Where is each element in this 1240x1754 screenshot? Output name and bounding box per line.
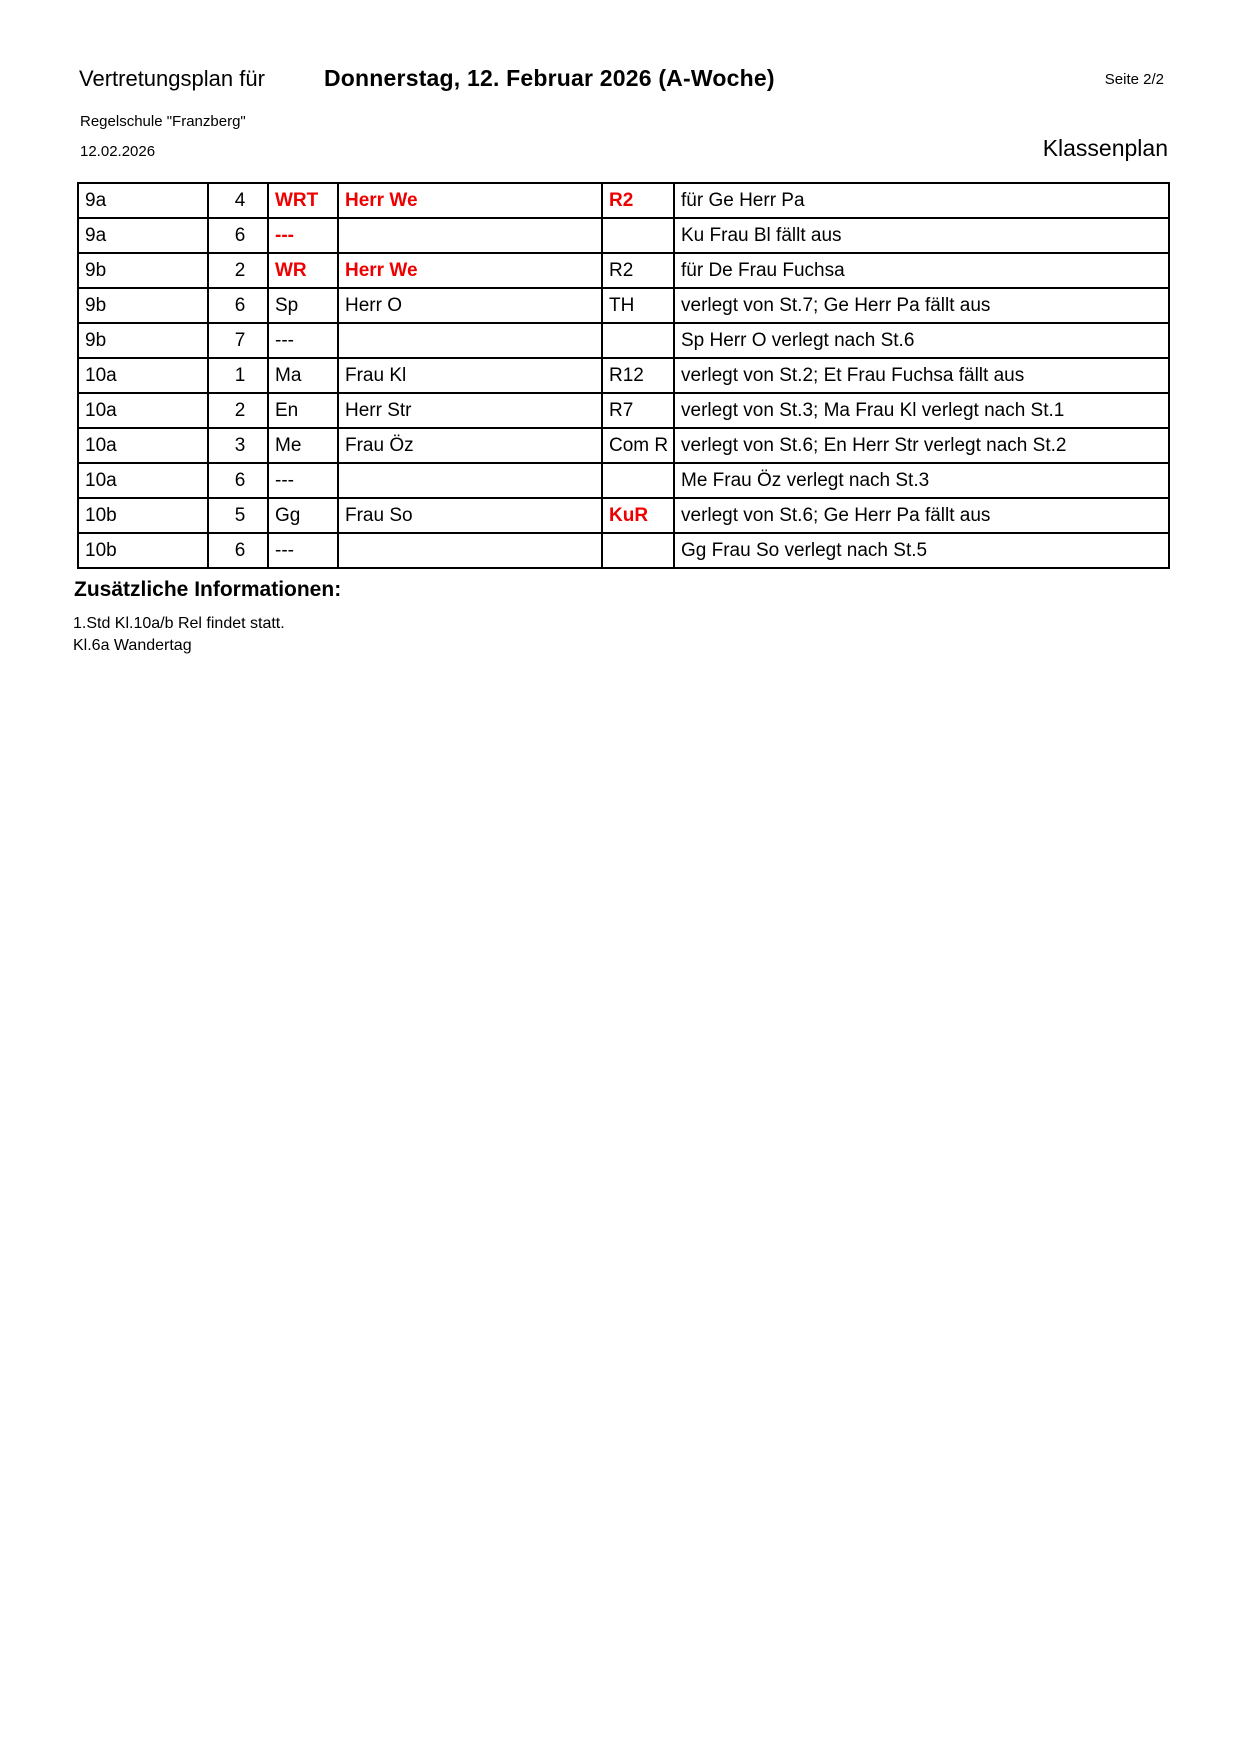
table-cell-period: 6 <box>208 463 268 498</box>
table-cell-note: für Ge Herr Pa <box>674 183 1169 218</box>
table-cell-room: KuR <box>602 498 674 533</box>
table-cell-note: verlegt von St.3; Ma Frau Kl verlegt nach St.1 <box>674 393 1169 428</box>
table-cell-subject: --- <box>268 218 338 253</box>
table-cell-teacher <box>338 533 602 568</box>
table-row <box>78 533 1169 568</box>
table-cell-period: 5 <box>208 498 268 533</box>
page-number: Seite 2/2 <box>1104 71 1164 88</box>
table-cell-room: R12 <box>602 358 674 393</box>
additional-info-line: 1.Std Kl.10a/b Rel findet statt. <box>73 615 285 632</box>
table-cell-note: Ku Frau Bl fällt aus <box>674 218 1169 253</box>
table-cell-teacher <box>338 463 602 498</box>
table-cell-class: 9a <box>78 183 208 218</box>
table-row <box>78 253 1169 288</box>
table-cell-teacher: Herr We <box>338 253 602 288</box>
table-cell-class: 10a <box>78 358 208 393</box>
table-cell-class: 10b <box>78 533 208 568</box>
table-cell-room <box>602 323 674 358</box>
table-cell-room: R2 <box>602 253 674 288</box>
table-row <box>78 323 1169 358</box>
table-cell-class: 10a <box>78 428 208 463</box>
table-row <box>78 288 1169 323</box>
table-cell-subject: Gg <box>268 498 338 533</box>
table-row <box>78 498 1169 533</box>
table-cell-period: 2 <box>208 253 268 288</box>
table-cell-subject: En <box>268 393 338 428</box>
table-cell-note: verlegt von St.2; Et Frau Fuchsa fällt aus <box>674 358 1169 393</box>
plan-type-label: Klassenplan <box>1042 135 1168 161</box>
table-cell-subject: --- <box>268 323 338 358</box>
table-cell-room <box>602 218 674 253</box>
table-cell-teacher: Herr O <box>338 288 602 323</box>
table-cell-class: 9b <box>78 253 208 288</box>
table-row <box>78 218 1169 253</box>
school-name: Regelschule "Franzberg" <box>80 113 246 130</box>
table-cell-note: verlegt von St.7; Ge Herr Pa fällt aus <box>674 288 1169 323</box>
document-date: 12.02.2026 <box>80 143 156 160</box>
table-row <box>78 183 1169 218</box>
substitution-table <box>77 182 1170 569</box>
table-cell-teacher: Herr We <box>338 183 602 218</box>
table-cell-note: verlegt von St.6; En Herr Str verlegt nach St.2 <box>674 428 1169 463</box>
table-cell-subject: --- <box>268 463 338 498</box>
table-cell-period: 2 <box>208 393 268 428</box>
table-cell-subject: Ma <box>268 358 338 393</box>
table-cell-teacher <box>338 218 602 253</box>
table-cell-class: 9b <box>78 288 208 323</box>
table-cell-room: R2 <box>602 183 674 218</box>
table-cell-note: Gg Frau So verlegt nach St.5 <box>674 533 1169 568</box>
page-title: Vertretungsplan für <box>79 66 265 91</box>
table-cell-subject: WRT <box>268 183 338 218</box>
table-cell-teacher: Frau So <box>338 498 602 533</box>
table-cell-period: 7 <box>208 323 268 358</box>
table-cell-class: 10a <box>78 393 208 428</box>
table-cell-class: 9a <box>78 218 208 253</box>
table-row <box>78 358 1169 393</box>
table-cell-note: verlegt von St.6; Ge Herr Pa fällt aus <box>674 498 1169 533</box>
substitution-table-body <box>78 183 1169 568</box>
table-row <box>78 428 1169 463</box>
table-cell-period: 1 <box>208 358 268 393</box>
table-cell-teacher <box>338 323 602 358</box>
table-cell-class: 10a <box>78 463 208 498</box>
table-cell-class: 10b <box>78 498 208 533</box>
table-cell-room <box>602 533 674 568</box>
table-cell-subject: WR <box>268 253 338 288</box>
table-cell-room: Com R <box>602 428 674 463</box>
plan-date-title: Donnerstag, 12. Februar 2026 (A-Woche) <box>324 65 775 91</box>
table-cell-class: 9b <box>78 323 208 358</box>
table-row <box>78 393 1169 428</box>
table-cell-period: 6 <box>208 288 268 323</box>
table-cell-room <box>602 463 674 498</box>
table-cell-period: 4 <box>208 183 268 218</box>
table-cell-note: Sp Herr O verlegt nach St.6 <box>674 323 1169 358</box>
table-row <box>78 463 1169 498</box>
table-cell-note: Me Frau Öz verlegt nach St.3 <box>674 463 1169 498</box>
table-cell-teacher: Frau Kl <box>338 358 602 393</box>
table-cell-room: R7 <box>602 393 674 428</box>
table-cell-teacher: Frau Öz <box>338 428 602 463</box>
table-cell-subject: Me <box>268 428 338 463</box>
table-cell-room: TH <box>602 288 674 323</box>
additional-info-heading: Zusätzliche Informationen: <box>74 578 342 601</box>
table-cell-period: 6 <box>208 533 268 568</box>
table-cell-teacher: Herr Str <box>338 393 602 428</box>
table-cell-note: für De Frau Fuchsa <box>674 253 1169 288</box>
additional-info-line: Kl.6a Wandertag <box>73 637 192 654</box>
table-cell-subject: Sp <box>268 288 338 323</box>
table-cell-period: 6 <box>208 218 268 253</box>
table-cell-subject: --- <box>268 533 338 568</box>
table-cell-period: 3 <box>208 428 268 463</box>
